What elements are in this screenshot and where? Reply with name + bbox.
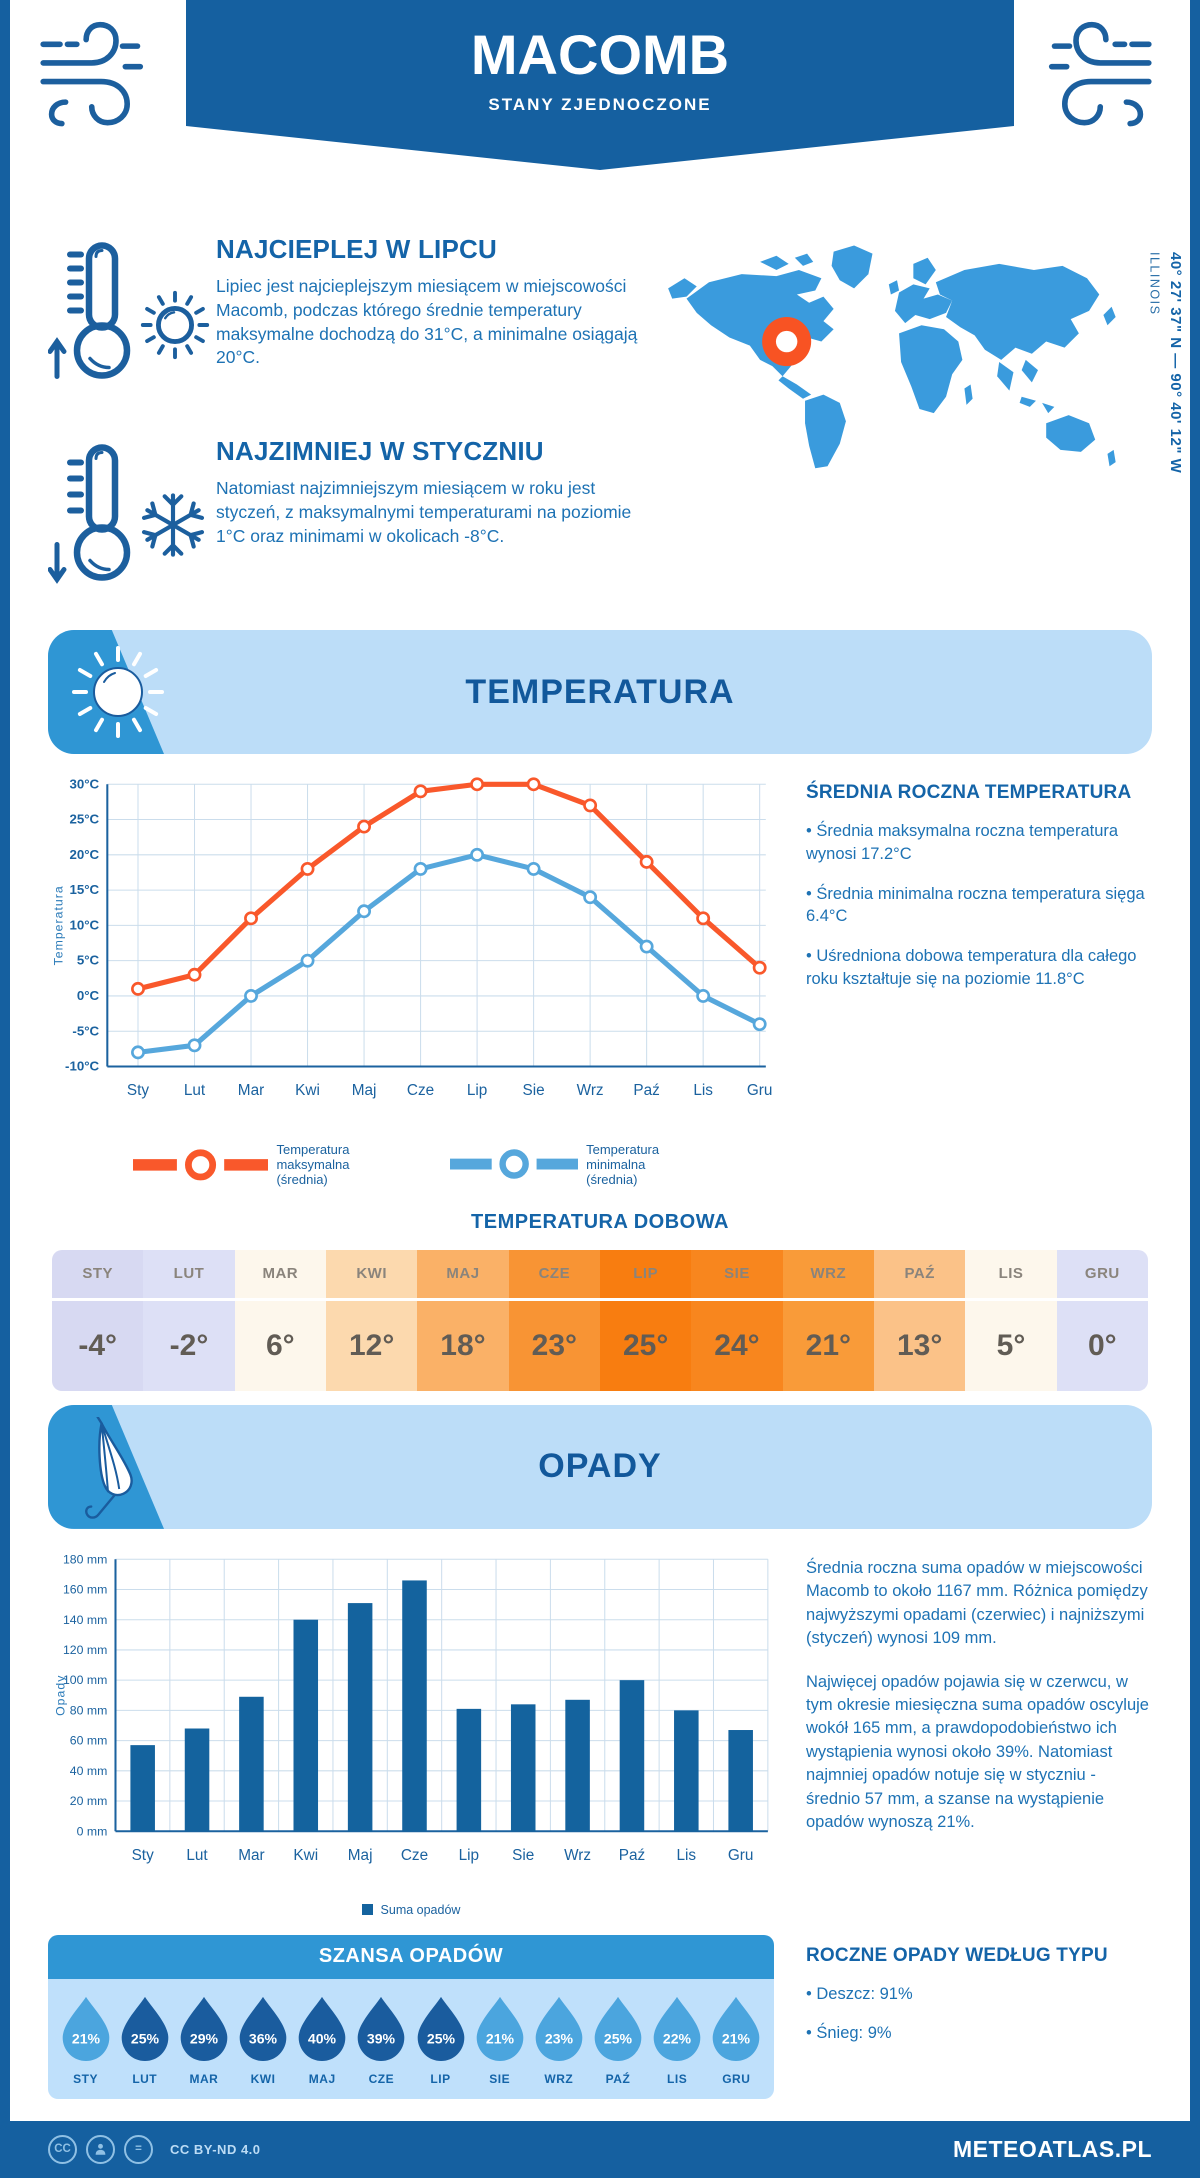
header	[10, 0, 1190, 200]
chance-month-label: MAJ	[308, 2071, 336, 2086]
daily-table-value: 21°	[805, 1328, 852, 1362]
svg-text:Wrz: Wrz	[564, 1846, 592, 1864]
daily-table-month: LIS	[965, 1250, 1056, 1301]
daily-table-value: 18°	[440, 1328, 486, 1362]
cc-nd-icon: =	[124, 2135, 153, 2164]
legend-item: Temperatura maksymalna (średnia)	[133, 1142, 385, 1187]
world-map	[662, 234, 1132, 492]
svg-text:Lip: Lip	[466, 1082, 488, 1100]
svg-text:Lis: Lis	[676, 1846, 697, 1864]
region-label: ILLINOIS	[1147, 252, 1162, 316]
daily-table-month: GRU	[1057, 1250, 1148, 1301]
daily-table-column	[326, 1250, 417, 1391]
svg-text:Maj: Maj	[351, 1082, 377, 1100]
daily-table-column	[691, 1250, 782, 1391]
svg-text:Sie: Sie	[512, 1846, 535, 1864]
thermometer-down-icon	[48, 438, 148, 588]
annual-temp-bullet: • Średnia minimalna roczna temperatura sięga 6.4°C	[806, 884, 1145, 926]
daily-table-column	[600, 1250, 691, 1391]
chance-droplet	[650, 1994, 705, 2086]
warmest-heading: NAJCIEPLEJ W LIPCU	[216, 234, 497, 264]
svg-text:Kwi: Kwi	[295, 1082, 320, 1100]
daily-table-value: 24°	[714, 1328, 760, 1362]
svg-text:5°C: 5°C	[76, 952, 100, 968]
svg-text:0°C: 0°C	[76, 988, 100, 1004]
daily-table-value: 13°	[896, 1328, 943, 1362]
footer	[10, 2121, 1190, 2178]
svg-text:36%: 36%	[248, 2030, 278, 2047]
chance-month-label: LUT	[132, 2071, 158, 2086]
daily-table-column	[874, 1250, 965, 1391]
chance-droplet	[413, 1994, 468, 2086]
svg-text:Maj: Maj	[347, 1846, 373, 1864]
precip-paragraph-1: Średnia roczna suma opadów w miejscowości Macomb to około 1167 mm. Różnica pomiędzy najwyższymi opadami (czerwiec) i najniższymi (styczeń) wynosi 109 mm.	[806, 1558, 1148, 1648]
daily-table-month: CZE	[509, 1250, 600, 1301]
coordinates-text: 40° 27' 37" N — 90° 40' 12" W	[1167, 252, 1184, 474]
chance-section	[10, 1917, 1190, 2099]
daily-table-month: LUT	[143, 1250, 234, 1301]
svg-text:15°C: 15°C	[69, 882, 100, 898]
svg-text:Cze: Cze	[406, 1082, 435, 1100]
daily-table-value: -4°	[78, 1328, 117, 1362]
chance-month-label: CZE	[368, 2071, 395, 2086]
temperature-band-title: TEMPERATURA	[465, 672, 735, 711]
daily-table-value: 6°	[265, 1328, 295, 1362]
chance-month-label: GRU	[722, 2071, 751, 2086]
snowflake-icon	[136, 488, 210, 562]
svg-text:-10°C: -10°C	[65, 1058, 100, 1074]
chance-droplet	[295, 1994, 350, 2086]
daily-table-value: 23°	[531, 1328, 578, 1362]
svg-text:21%: 21%	[485, 2030, 514, 2047]
chance-droplets	[48, 1979, 774, 2099]
daily-temp-title: TEMPERATURA DOBOWA	[471, 1210, 729, 1233]
svg-text:Lut: Lut	[183, 1082, 206, 1100]
svg-text:10°C: 10°C	[69, 917, 100, 933]
svg-text:Gru: Gru	[746, 1082, 773, 1100]
daily-table-month: MAR	[235, 1250, 326, 1301]
daily-table-value: 25°	[622, 1328, 669, 1362]
daily-table-column	[417, 1250, 508, 1391]
svg-text:0 mm: 0 mm	[76, 1824, 108, 1839]
daily-table-column	[965, 1250, 1056, 1391]
daily-table-value: -2°	[169, 1328, 209, 1362]
chance-month-label: WRZ	[544, 2071, 574, 2086]
svg-text:21%: 21%	[71, 2030, 100, 2047]
precip-type-bullet: • Deszcz: 91%	[806, 1984, 913, 2003]
annual-temp-bullet: • Średnia maksymalna roczna temperatura wynosi 17.2°C	[806, 822, 1119, 863]
svg-text:Mar: Mar	[238, 1846, 265, 1864]
daily-table-column	[509, 1250, 600, 1391]
chance-droplet	[236, 1994, 291, 2086]
svg-text:Sty: Sty	[126, 1082, 150, 1100]
daily-table-column	[783, 1250, 874, 1391]
svg-text:Paź: Paź	[633, 1082, 660, 1100]
svg-text:Opady: Opady	[53, 1674, 68, 1716]
chance-month-label: SIE	[489, 2071, 511, 2086]
daily-table-value: 12°	[348, 1328, 395, 1362]
svg-text:Kwi: Kwi	[293, 1846, 319, 1864]
svg-text:25°C: 25°C	[69, 811, 100, 827]
precipitation-band-title: OPADY	[538, 1447, 662, 1486]
precip-type-heading: ROCZNE OPADY WEDŁUG TYPU	[806, 1944, 1108, 1966]
license-block	[48, 2135, 261, 2164]
daily-table-column	[52, 1250, 143, 1391]
svg-text:20 mm: 20 mm	[69, 1794, 108, 1809]
chance-month-label: PAŹ	[605, 2071, 631, 2086]
svg-text:60 mm: 60 mm	[69, 1733, 108, 1748]
svg-text:Cze: Cze	[400, 1846, 429, 1864]
page-subtitle: STANY ZJEDNOCZONE	[488, 94, 712, 114]
svg-text:Lut: Lut	[186, 1846, 208, 1864]
svg-text:22%: 22%	[663, 2030, 692, 2047]
svg-text:Sty: Sty	[131, 1846, 154, 1864]
svg-text:25%: 25%	[426, 2030, 455, 2047]
daily-table-value: 5°	[996, 1328, 1026, 1362]
chance-droplet	[117, 1994, 172, 2086]
daily-table-month: MAJ	[417, 1250, 508, 1301]
svg-text:100 mm: 100 mm	[62, 1673, 108, 1688]
svg-text:21%: 21%	[722, 2030, 751, 2047]
daily-table-month: KWI	[326, 1250, 417, 1301]
svg-text:120 mm: 120 mm	[62, 1642, 108, 1657]
daily-table-month: STY	[52, 1250, 143, 1301]
svg-text:Gru: Gru	[727, 1846, 754, 1864]
svg-text:Lip: Lip	[458, 1846, 480, 1864]
page-title: MACOMB	[470, 23, 730, 86]
precipitation-band	[48, 1405, 1152, 1529]
chance-droplet	[590, 1994, 645, 2086]
warmest-text: Lipiec jest najcieplejszym miesiącem w miejscowości Macomb, podczas którego średnie temperatury maksymalne dochodzą do 31°C, a minimalne osiągają 20°C.	[216, 276, 638, 368]
svg-text:140 mm: 140 mm	[62, 1612, 108, 1627]
svg-text:160 mm: 160 mm	[62, 1582, 108, 1597]
daily-table-value: 0°	[1087, 1328, 1117, 1362]
coldest-month-block	[48, 436, 656, 608]
svg-text:40%: 40%	[308, 2030, 337, 2047]
chance-droplet	[531, 1994, 586, 2086]
precipitation-section	[10, 1529, 1190, 1917]
location-marker	[762, 317, 811, 366]
svg-text:29%: 29%	[189, 2030, 218, 2047]
chance-panel	[48, 1935, 774, 2099]
warmest-icons	[48, 234, 216, 406]
svg-text:30°C: 30°C	[69, 776, 100, 792]
svg-text:180 mm: 180 mm	[62, 1552, 108, 1567]
svg-text:Lis: Lis	[693, 1082, 713, 1100]
svg-text:80 mm: 80 mm	[69, 1703, 108, 1718]
license-text: CC BY-ND 4.0	[170, 2141, 261, 2157]
svg-text:25%: 25%	[603, 2030, 633, 2047]
sun-badge-icon	[68, 642, 168, 742]
daily-table-month: SIE	[691, 1250, 782, 1301]
temperature-line-chart	[48, 772, 774, 1132]
svg-text:Temperatura: Temperatura	[51, 885, 66, 966]
precip-paragraph-2: Najwięcej opadów pojawia się w czerwcu, w tym okresie miesięczna suma opadów oscyluje wokół 165 mm, a prawdopodobieństwo ich wystąpienia wynosi około 39%. Natomiast najmniej opadów notuje się w styczniu - średnio 57 mm, a szanse na wystąpienie opadów wynoszą 21%.	[806, 1672, 1149, 1832]
svg-text:-5°C: -5°C	[72, 1023, 100, 1039]
svg-text:23%: 23%	[544, 2030, 573, 2047]
daily-table-column	[1057, 1250, 1148, 1391]
daily-table-column	[235, 1250, 326, 1391]
chance-month-label: MAR	[189, 2071, 219, 2086]
intro-section	[10, 200, 1190, 616]
thermometer-up-icon	[48, 236, 148, 386]
umbrella-icon	[68, 1417, 164, 1521]
temperature-band	[48, 630, 1152, 754]
coldest-icons	[48, 436, 216, 608]
legend-swatch	[362, 1904, 373, 1915]
site-name: METEOATLAS.PL	[952, 2135, 1152, 2162]
chance-droplet	[58, 1994, 113, 2086]
precipitation-chart-legend	[48, 1903, 774, 1917]
chance-droplet	[354, 1994, 409, 2086]
temperature-chart-legend	[48, 1142, 774, 1187]
svg-text:39%: 39%	[367, 2030, 396, 2047]
daily-table-month: PAŹ	[874, 1250, 965, 1301]
coordinates	[1145, 252, 1186, 473]
chance-droplet	[709, 1994, 764, 2086]
coldest-heading: NAJZIMNIEJ W STYCZNIU	[216, 436, 544, 466]
daily-table-column	[143, 1250, 234, 1391]
cc-by-person-icon	[86, 2135, 115, 2164]
coldest-text: Natomiast najzimniejszym miesiącem w roku jest styczeń, z maksymalnymi temperaturami na poziomie 1°C oraz minimami w okolicach -8°C.	[216, 478, 632, 546]
daily-table-month: WRZ	[783, 1250, 874, 1301]
precipitation-bar-chart	[48, 1547, 774, 1895]
annual-temp-heading: ŚREDNIA ROCZNA TEMPERATURA	[806, 782, 1132, 803]
svg-text:40 mm: 40 mm	[69, 1763, 108, 1778]
legend-item: Temperatura minimalna (średnia)	[450, 1142, 689, 1187]
chance-droplet	[472, 1994, 527, 2086]
svg-text:Paź: Paź	[618, 1846, 646, 1864]
chance-month-label: LIP	[430, 2071, 451, 2086]
cc-icon: CC	[48, 2135, 77, 2164]
chance-title: SZANSA OPADÓW	[48, 1935, 774, 1979]
chance-month-label: STY	[73, 2071, 98, 2086]
svg-text:20°C: 20°C	[69, 846, 100, 862]
daily-temperature-table	[52, 1250, 1148, 1391]
daily-temperature-section	[10, 1187, 1190, 1391]
svg-text:Mar: Mar	[237, 1082, 265, 1100]
chance-month-label: LIS	[667, 2071, 688, 2086]
svg-text:Wrz: Wrz	[576, 1082, 604, 1100]
sun-icon	[136, 286, 214, 364]
temperature-section	[10, 754, 1190, 1187]
precip-type-bullet: • Śnieg: 9%	[806, 2024, 892, 2043]
svg-text:25%: 25%	[130, 2030, 159, 2047]
legend-label: Suma opadów	[380, 1902, 461, 1917]
map-area	[656, 234, 1192, 608]
chance-droplet	[176, 1994, 231, 2086]
svg-text:Sie: Sie	[522, 1082, 545, 1100]
daily-table-month: LIP	[600, 1250, 691, 1301]
annual-temp-bullet: • Uśredniona dobowa temperatura dla całego roku kształtuje się na poziomie 11.8°C	[806, 947, 1137, 988]
warmest-month-block	[48, 234, 656, 406]
chance-month-label: KWI	[250, 2071, 276, 2086]
